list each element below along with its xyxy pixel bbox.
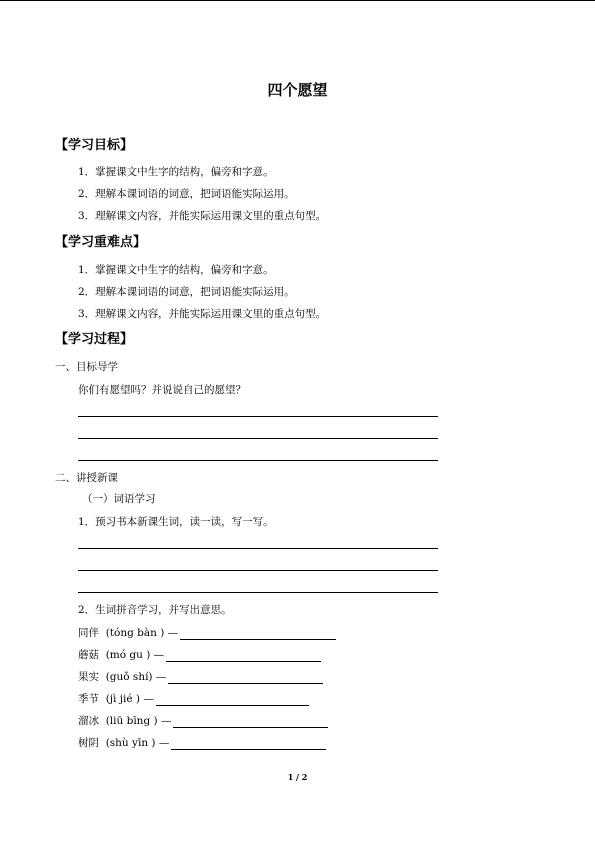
part2-task1: 1．预习书本新课生词，读一读，写一写。 xyxy=(78,516,274,528)
vocab-answer-blank[interactable] xyxy=(166,650,321,662)
vocab-answer-blank[interactable] xyxy=(180,628,336,640)
section-heading-goals: 【学习目标】 xyxy=(55,138,134,153)
section-heading-difficulty: 【学习重难点】 xyxy=(55,235,147,250)
goals-item: 3．理解课文内容，并能实际运用课文里的重点句型。 xyxy=(78,210,327,222)
goals-item: 1．掌握课文中生字的结构，偏旁和字意。 xyxy=(78,166,274,178)
vocab-answer-blank[interactable] xyxy=(168,672,323,684)
difficulty-item: 1．掌握课文中生字的结构，偏旁和字意。 xyxy=(78,264,274,276)
answer-line[interactable] xyxy=(78,438,438,439)
vocab-pinyin: (guǒ shí) — xyxy=(105,671,167,683)
vocab-word: 同伴 xyxy=(78,627,99,639)
part1-question: 你们有愿望吗？并说说自己的愿望？ xyxy=(78,384,246,396)
answer-line[interactable] xyxy=(78,548,438,549)
vocab-word: 溜冰 xyxy=(78,715,99,727)
vocab-answer-blank[interactable] xyxy=(156,694,309,706)
part2-task2: 2．生词拼音学习，并写出意思。 xyxy=(78,604,232,616)
vocab-row xyxy=(78,669,323,684)
part1-heading: 一、目标导学 xyxy=(55,361,118,373)
vocab-word: 果实 xyxy=(78,671,99,683)
goals-item: 2．理解本课词语的词意，把词语能实际运用。 xyxy=(78,188,295,200)
vocab-pinyin: (jì jié ) — xyxy=(105,693,154,705)
vocab-pinyin: (liū bīng ) — xyxy=(105,715,172,727)
vocab-word: 树阴 xyxy=(78,737,99,749)
vocab-word: 季节 xyxy=(78,693,99,705)
answer-line[interactable] xyxy=(78,592,438,593)
part2-subheading: （一）词语学习 xyxy=(82,493,156,505)
page-number: 1 / 2 xyxy=(287,772,308,782)
page-top-border xyxy=(0,0,595,1)
vocab-answer-blank[interactable] xyxy=(173,716,328,728)
answer-line[interactable] xyxy=(78,570,438,571)
difficulty-item: 2．理解本课词语的词意，把词语能实际运用。 xyxy=(78,286,295,298)
section-heading-process: 【学习过程】 xyxy=(55,332,134,347)
answer-line[interactable] xyxy=(78,416,438,417)
vocab-pinyin: (mó gu ) — xyxy=(105,649,165,661)
vocab-row xyxy=(78,735,326,750)
vocab-pinyin: (shù yīn ) — xyxy=(105,737,170,749)
part2-heading: 二、讲授新课 xyxy=(55,472,118,484)
difficulty-item: 3．理解课文内容，并能实际运用课文里的重点句型。 xyxy=(78,308,327,320)
vocab-row xyxy=(78,691,309,706)
vocab-answer-blank[interactable] xyxy=(171,738,326,750)
vocab-row xyxy=(78,713,328,728)
vocab-row xyxy=(78,647,321,662)
vocab-word: 蘑菇 xyxy=(78,649,99,661)
vocab-row xyxy=(78,625,336,640)
answer-line[interactable] xyxy=(78,460,438,461)
vocab-pinyin: (tóng bàn ) — xyxy=(105,627,179,639)
page-title: 四个愿望 xyxy=(267,81,328,99)
